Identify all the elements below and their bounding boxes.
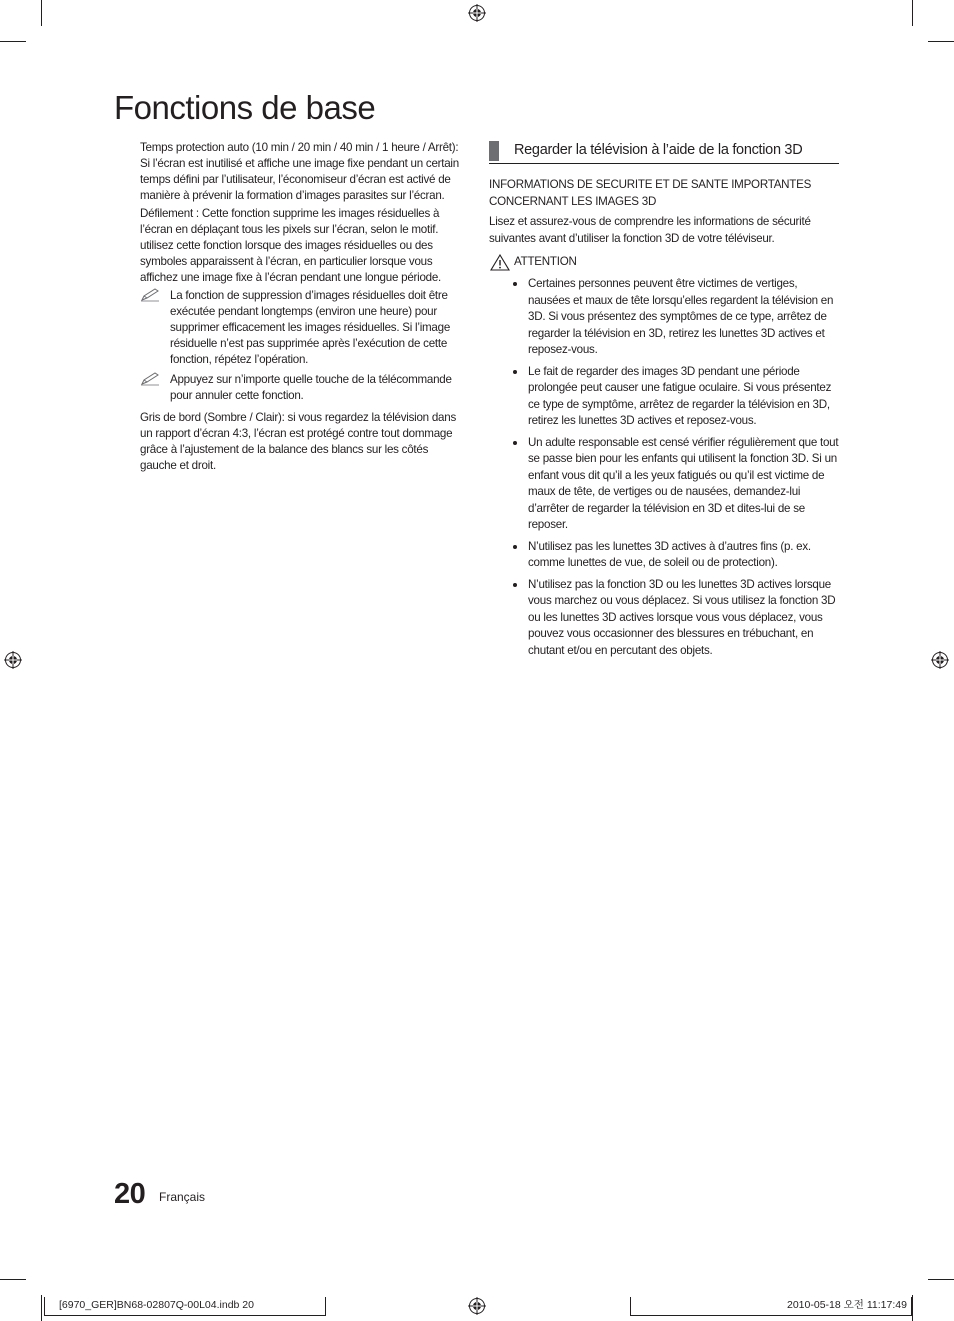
registration-mark-icon	[468, 4, 486, 22]
paragraph-edge-gray	[140, 410, 466, 474]
registration-mark-icon	[4, 651, 22, 669]
note-item	[140, 372, 466, 404]
crop-mark-top-left-h	[0, 41, 26, 42]
crop-mark-bottom-left-h	[0, 1279, 26, 1280]
paragraph-auto-protection-time	[140, 140, 466, 204]
slug-date: 2010-05-18 오전 11:17:49	[787, 1299, 907, 1311]
list-item-text: Un adulte responsable est censé vérifier régulièrement que tout se passe bien pour les enfants qui utilisent la fonction 3D. Si un enfant vous dit qu’il a les yeux fatigués ou qu’il est victime de maux de tête, de vertiges ou de nausées, demandez-lui d’arrêter de regarder la télévision en 3D et dites-lui de se reposer.	[528, 435, 839, 531]
crop-mark-top-right-v	[912, 0, 913, 26]
list-item	[528, 276, 839, 359]
section-header	[489, 138, 839, 164]
paragraph-text: : Cette fonction supprime les images résiduelles à l’écran en déplaçant tous les pixels sur l’écran, selon le motif. utilisez cette fonction lorsque des images résiduelles ou des symboles apparaissent à l’écran, en particulier lorsque vous affichez une image fixe à l’écran pendant une longue période.	[140, 207, 442, 284]
right-column	[489, 138, 839, 664]
crop-mark-bottom-right-v	[912, 1295, 913, 1321]
section-title: Regarder la télévision à l’aide de la fonction 3D	[514, 142, 803, 158]
list-item-text: N’utilisez pas les lunettes 3D actives à d’autres fins (p. ex. comme lunettes de vue, de soleil ou de protection).	[528, 539, 811, 569]
paragraph-scrolling	[140, 206, 466, 286]
list-item-text: Le fait de regarder des images 3D pendant une période prolongée peut causer une fatigue oculaire. Si vous présentez ce type de symptôme, arrêtez de regarder la télévision en 3D, retirez les lunettes 3D actives et reposez-vous.	[528, 364, 832, 427]
bullet-dot	[513, 370, 517, 374]
crop-mark-bottom-left-v	[41, 1295, 42, 1321]
slug-file-info: [6970_GER]BN68-02807Q-00L04.indb 20	[59, 1299, 254, 1311]
paragraph-text: : si vous regardez la télévision dans un rapport d’écran 4:3, l’écran est protégé contre tout dommage grâce à l’ajustement de la balance des blancs sur les côtés gauche et droit.	[140, 411, 456, 472]
bullet-dot	[513, 583, 517, 587]
list-item-text: Certaines personnes peuvent être victimes de vertiges, nausées et maux de tête lorsqu’elles regardent la télévision en 3D. Si vous présentez des symptômes de ce type, arrêtez de regarder la télévision en 3D, retirez les lunettes 3D actives et reposez-vous.	[528, 277, 834, 356]
pencil-note-icon	[140, 288, 160, 302]
list-item	[528, 539, 839, 572]
warning-triangle-icon	[490, 254, 510, 271]
safety-heading: INFORMATIONS DE SECURITE ET DE SANTE IMPORTANTES CONCERNANT LES IMAGES 3D	[489, 178, 812, 208]
term-auto-protection-time: Temps protection auto (10 min / 20 min / 40 min / 1 heure / Arrêt)	[140, 141, 456, 154]
term-scrolling: Défilement	[140, 207, 193, 220]
crop-mark-bottom-right-h	[928, 1279, 954, 1280]
note-text: La fonction de suppression d’images résiduelles doit être exécutée pendant longtemps (environ une heure) pour supprimer efficacement les images résiduelles. Si l’image résiduelle n’est pas supprimée après l’exécution de cette fonction, répétez l’opération.	[170, 289, 451, 366]
attention-header	[489, 254, 839, 272]
list-item	[528, 364, 839, 430]
list-item	[528, 435, 839, 534]
pencil-note-icon	[140, 372, 160, 386]
bullet-dot	[513, 282, 517, 286]
crop-mark-top-left-v	[41, 0, 42, 26]
page-language: Français	[159, 1190, 206, 1204]
term-edge-gray: Gris de bord (Sombre / Clair)	[140, 411, 282, 424]
safety-bullet-list	[489, 276, 839, 659]
attention-label: ATTENTION	[514, 255, 577, 268]
safety-intro: Lisez et assurez-vous de comprendre les informations de sécurité suivantes avant d’utiliser la fonction 3D de votre téléviseur.	[489, 215, 811, 245]
registration-mark-icon	[468, 1297, 486, 1315]
list-item-text: N’utilisez pas la fonction 3D ou les lunettes 3D actives lorsque vous marchez ou vous déplacez. Si vous utilisez la fonction 3D ou les lunettes 3D actives lorsque vous vous déplacez, vous pouvez vous occasionner des blessures en trébuchant, en chutant et/ou en percutant des objets.	[528, 577, 836, 657]
left-column	[140, 140, 466, 476]
paragraph-text: : Si l’écran est inutilisé et affiche une image fixe pendant un certain temps défini par l’utilisateur, l’économiseur d’écran est activé de manière à prévenir la formation d’images parasites sur l’écran.	[140, 141, 459, 202]
bullet-dot	[513, 441, 517, 445]
section-bar	[489, 141, 499, 161]
page-title: Fonctions de base	[114, 89, 376, 126]
note-text: Appuyez sur n’importe quelle touche de la télécommande pour annuler cette fonction.	[170, 373, 452, 402]
registration-mark-icon	[931, 651, 949, 669]
bullet-dot	[513, 545, 517, 549]
page-number: 20	[114, 1178, 146, 1210]
note-item	[140, 288, 466, 368]
list-item	[528, 577, 839, 660]
crop-mark-top-right-h	[928, 41, 954, 42]
